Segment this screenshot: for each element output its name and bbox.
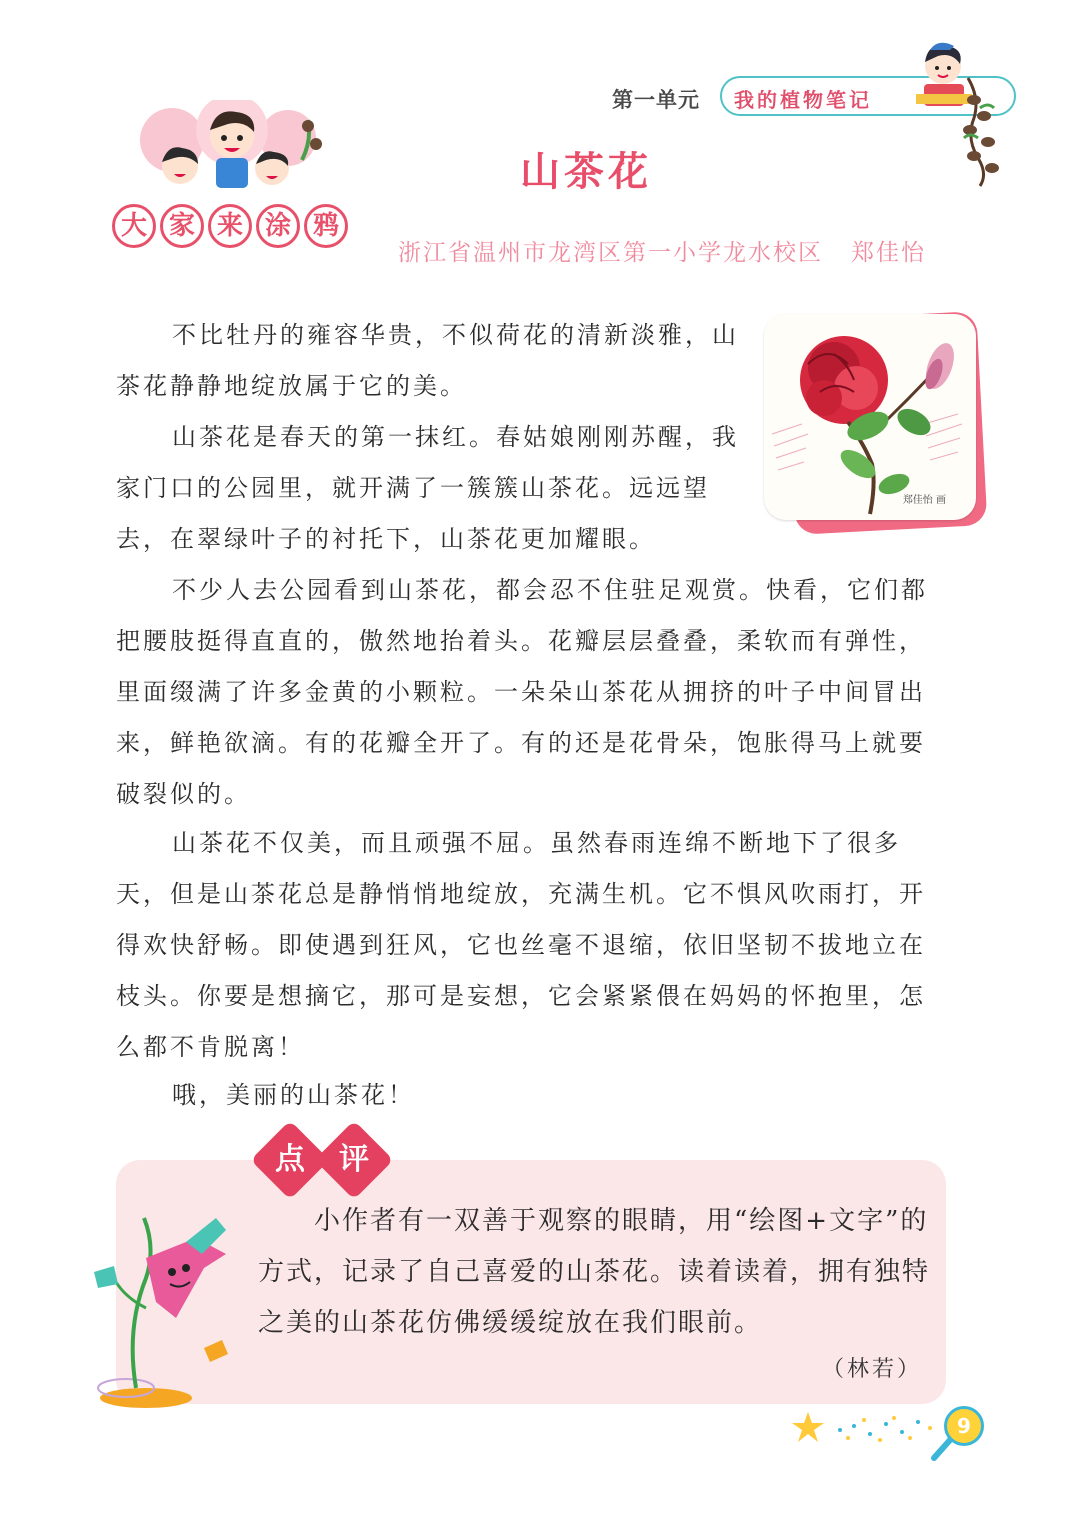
paragraph-3: 不少人去公园看到山茶花，都会忍不住驻足观赏。快看，它们都把腰肢挺得直直的，傲然地抬着头。花瓣层层叠叠，柔软而有弹性，里面缀满了许多金黄的小颗粒。一朵朵山茶花从拥挤的叶子中间冒出来，鲜艳欲滴。有的花瓣全开了。有的还是花骨朵，饱胀得马上就要破裂似的。 bbox=[116, 576, 928, 808]
paragraph-5: 哦，美丽的山茶花！ bbox=[172, 1081, 415, 1109]
paragraph-4: 山茶花不仅美，而且顽强不屈。虽然春雨连绵不断地下了很多天，但是山茶花总是静悄悄地绽放，充满生机。它不惧风吹雨打，开得欢快舒畅。即使遇到狂风，它也丝毫不退缩，依旧坚韧不拔地立在枝头。你要是想摘它，那可是妄想，它会紧紧偎在妈妈的怀抱里，怎么都不肯脱离！ bbox=[116, 829, 926, 1061]
painting-card bbox=[764, 314, 976, 520]
article-author bbox=[398, 234, 926, 267]
logo-char-1: 大 bbox=[112, 204, 156, 248]
logo-char-3: 来 bbox=[208, 204, 252, 248]
paragraph-2: 山茶花是春天的第一抹红。春姑娘刚刚苏醒，我家门口的公园里，就开满了一簇簇山茶花。远远望去，在翠绿叶子的衬托下，山茶花更加耀眼。 bbox=[116, 423, 739, 553]
unit-label: 第一单元 bbox=[612, 88, 700, 112]
review-tag-1: 点 bbox=[250, 1120, 329, 1199]
dancing-letter-icon bbox=[86, 1198, 246, 1408]
author-name: 郑佳怡 bbox=[851, 240, 926, 266]
article-title: 山茶花 bbox=[520, 149, 652, 195]
painting-signature: 郑佳怡 画 bbox=[902, 495, 946, 506]
paragraph-1: 不比牡丹的雍容华贵，不似荷花的清新淡雅，山茶花静静地绽放属于它的美。 bbox=[116, 321, 739, 400]
logo-char-4: 涂 bbox=[256, 204, 300, 248]
review-text: 小作者有一双善于观察的眼睛，用“绘图+文字”的方式，记录了自己喜爱的山茶花。读着读着，拥有独特之美的山茶花仿佛缓缓绽放在我们眼前。 bbox=[258, 1206, 931, 1338]
flower-painting-icon bbox=[764, 314, 976, 520]
logo-char-5: 鸦 bbox=[304, 204, 348, 248]
logo-char-2: 家 bbox=[160, 204, 204, 248]
reviewer-name: （林若） bbox=[822, 1357, 923, 1382]
author-school: 浙江省温州市龙湾区第一小学龙水校区 bbox=[398, 240, 823, 266]
page-number: 9 bbox=[944, 1406, 984, 1446]
review-tag-2: 评 bbox=[314, 1120, 393, 1199]
section-label: 我的植物笔记 bbox=[734, 88, 872, 112]
star-icon bbox=[790, 1408, 950, 1448]
